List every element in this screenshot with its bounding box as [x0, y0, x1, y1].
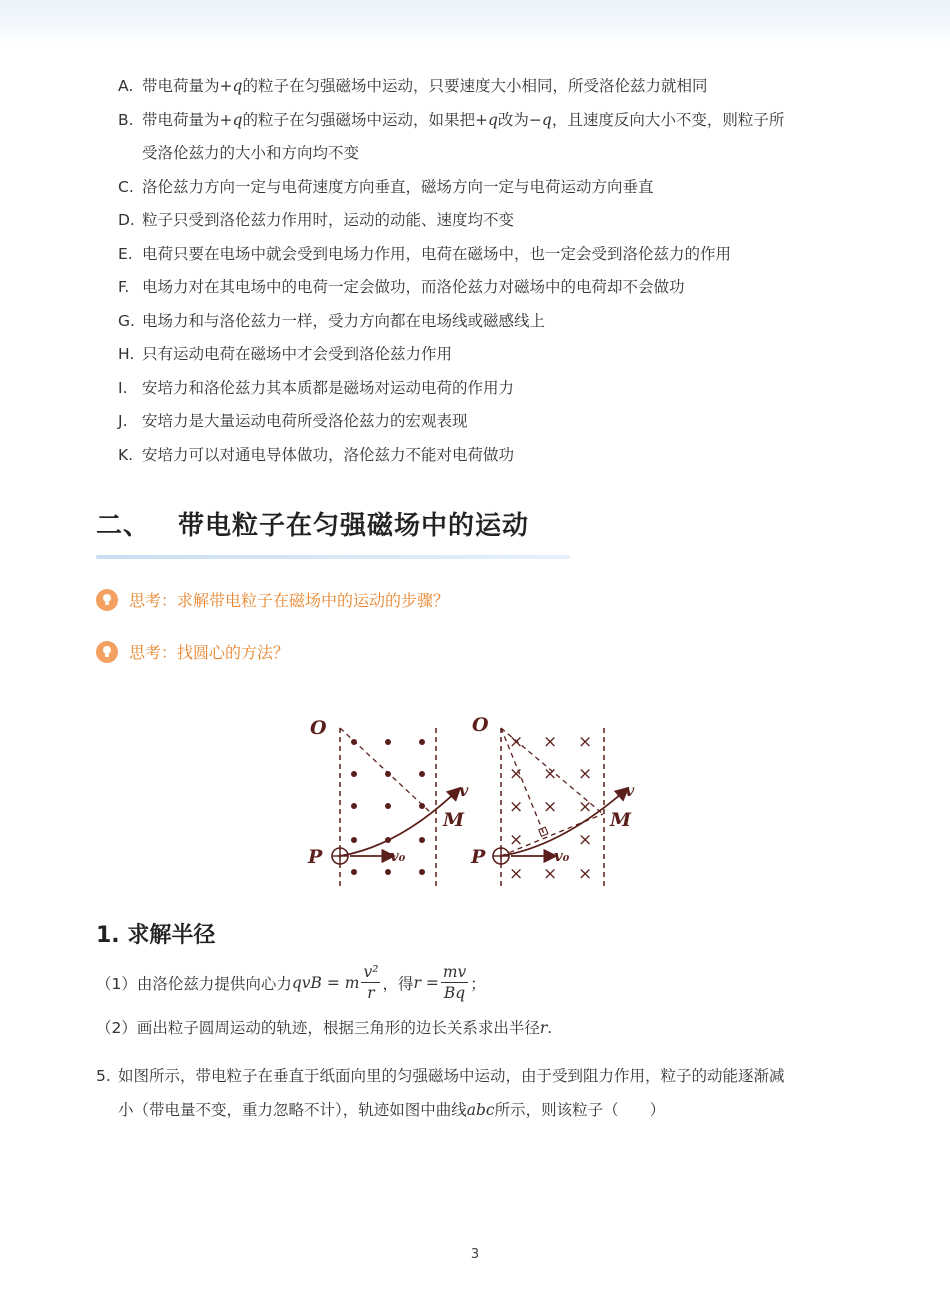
math-charge: −q [528, 110, 552, 129]
option-letter: I. [118, 378, 128, 397]
option-text: 带电荷量为 [142, 110, 220, 129]
section-underline [96, 555, 570, 559]
option-k [118, 439, 848, 473]
step-1-text: （1）由洛伦兹力提供向心力 [96, 974, 292, 993]
question-text-line-1: 如图所示，带电粒子在垂直于纸面向里的匀强磁场中运动，由于受到阻力作用，粒子的动能逐渐减 [118, 1067, 785, 1085]
step-1-line [96, 962, 486, 1003]
step-1-suffix: ； [470, 974, 486, 993]
svg-text:×: × [509, 830, 524, 850]
svg-text:×: × [509, 732, 524, 752]
option-letter: D. [118, 211, 135, 229]
option-c [118, 171, 848, 205]
option-a [118, 70, 848, 104]
section-number: 二、 [96, 511, 151, 541]
fraction-denominator: r [367, 984, 375, 1002]
left-panel [332, 728, 460, 890]
option-text: 电场力和与洛伦兹力一样，受力方向都在电场线或磁感线上 [142, 311, 546, 330]
option-text: 电荷只要在电场中就会受到电场力作用，电荷在磁场中，也一定会受到洛伦兹力的作用 [142, 244, 732, 263]
question-5 [96, 1060, 856, 1127]
step-2-text: （2）画出粒子圆周运动的轨迹，根据三角形的边长关系求出半径 [96, 1019, 540, 1037]
formula-r: r = [413, 973, 439, 992]
math-abc: abc [466, 1100, 495, 1119]
svg-text:×: × [509, 864, 524, 884]
svg-text:×: × [578, 797, 593, 817]
header-band [0, 0, 950, 46]
option-text: 洛伦兹力方向一定与电荷速度方向垂直，磁场方向一定与电荷运动方向垂直 [142, 177, 654, 196]
think-text: 思考：求解带电粒子在磁场中的运动的步骤？ [129, 591, 450, 610]
option-text: 带电荷量为 [142, 77, 220, 95]
step-2-suffix: . [547, 1019, 553, 1037]
option-letter: B. [118, 110, 134, 129]
svg-text:×: × [509, 764, 524, 784]
option-text: 只有运动电荷在磁场中才会受到洛伦兹力作用 [142, 345, 453, 363]
option-continuation: 受洛伦兹力的大小和方向均不变 [142, 144, 360, 162]
option-text: 粒子只受到洛伦兹力作用时，运动的动能、速度均不变 [142, 211, 515, 229]
label-v0-right: v₀ [554, 847, 570, 865]
question-number: 5. [96, 1067, 111, 1085]
fraction-numerator: v² [363, 963, 379, 981]
option-e [118, 238, 848, 272]
think-text: 思考：找圆心的方法？ [129, 643, 290, 662]
step-1-connector: ，得 [382, 974, 414, 993]
option-i [118, 372, 848, 406]
left-dots [351, 739, 425, 875]
label-P-right: P [471, 846, 486, 868]
svg-text:×: × [543, 797, 558, 817]
option-letter: C. [118, 177, 134, 196]
math-charge: +q [219, 77, 243, 95]
option-letter: G. [118, 311, 135, 330]
option-letter: K. [118, 445, 134, 464]
fraction-v2-over-r [361, 962, 380, 1003]
fraction-mv-over-bq [441, 962, 468, 1003]
option-f [118, 271, 848, 305]
step-2-line [96, 1016, 552, 1038]
svg-text:×: × [578, 732, 593, 752]
label-M-right: M [610, 809, 632, 831]
page-number: 3 [470, 1247, 480, 1262]
option-letter: F. [118, 278, 130, 296]
fraction-denominator: Bq [443, 984, 466, 1002]
think-item-steps [96, 588, 449, 611]
math-r: r [539, 1019, 548, 1037]
option-d [118, 204, 848, 238]
svg-text:×: × [543, 864, 558, 884]
option-text: ，且速度反向大小不变，则粒子所 [551, 110, 785, 129]
label-O-right: O [472, 714, 489, 736]
formula-lhs: qvB = m [291, 973, 360, 992]
option-text: 的粒子在匀强磁场中运动，只要速度大小相同，所受洛伦兹力就相同 [242, 77, 708, 95]
question-text-line-2: 小（带电量不变，重力忽略不计），轨迹如图中曲线abc所示，则该粒子（ ） [118, 1100, 666, 1119]
option-text: 安培力是大量运动电荷所受洛伦兹力的宏观表现 [142, 412, 468, 430]
label-v-right: v [625, 781, 635, 800]
lightbulb-icon [96, 589, 118, 611]
fraction-numerator: mv [442, 963, 467, 981]
option-j [118, 405, 848, 439]
svg-text:×: × [543, 732, 558, 752]
option-letter: H. [118, 345, 135, 363]
svg-text:×: × [509, 797, 524, 817]
options-list [118, 70, 848, 472]
svg-text:×: × [543, 764, 558, 784]
svg-text:×: × [578, 764, 593, 784]
think-item-center [96, 640, 289, 663]
lightbulb-icon [96, 641, 118, 663]
section-heading [96, 505, 529, 542]
label-P-left: P [308, 846, 323, 868]
option-text: 改为 [497, 110, 529, 129]
option-letter: J. [118, 412, 128, 430]
option-letter: E. [118, 244, 133, 263]
option-text: 的粒子在匀强磁场中运动，如果把 [242, 110, 475, 129]
option-g [118, 305, 848, 339]
option-text: 电场力对在其电场中的电荷一定会做功，而洛伦兹力对磁场中的电荷却不会做功 [142, 278, 685, 296]
label-v-left: v [459, 781, 469, 800]
option-b [118, 104, 848, 171]
section-title-text: 带电粒子在匀强磁场中的运动 [178, 511, 530, 541]
magnetic-field-diagram [300, 706, 640, 896]
math-charge: +q [219, 110, 243, 129]
option-text: 安培力和洛伦兹力其本质都是磁场对运动电荷的作用力 [142, 378, 515, 397]
svg-text:×: × [578, 864, 593, 884]
math-charge: +q [474, 110, 498, 129]
right-crosses [509, 732, 592, 884]
option-h [118, 338, 848, 372]
subsection-title: 1. 求解半径 [96, 923, 216, 948]
label-v0-left: v₀ [390, 847, 406, 865]
option-letter: A. [118, 77, 134, 95]
option-text: 安培力可以对通电导体做功，洛伦兹力不能对电荷做功 [142, 445, 515, 464]
label-M-left: M [443, 809, 465, 831]
label-O-left: O [310, 717, 327, 739]
svg-text:×: × [578, 830, 593, 850]
